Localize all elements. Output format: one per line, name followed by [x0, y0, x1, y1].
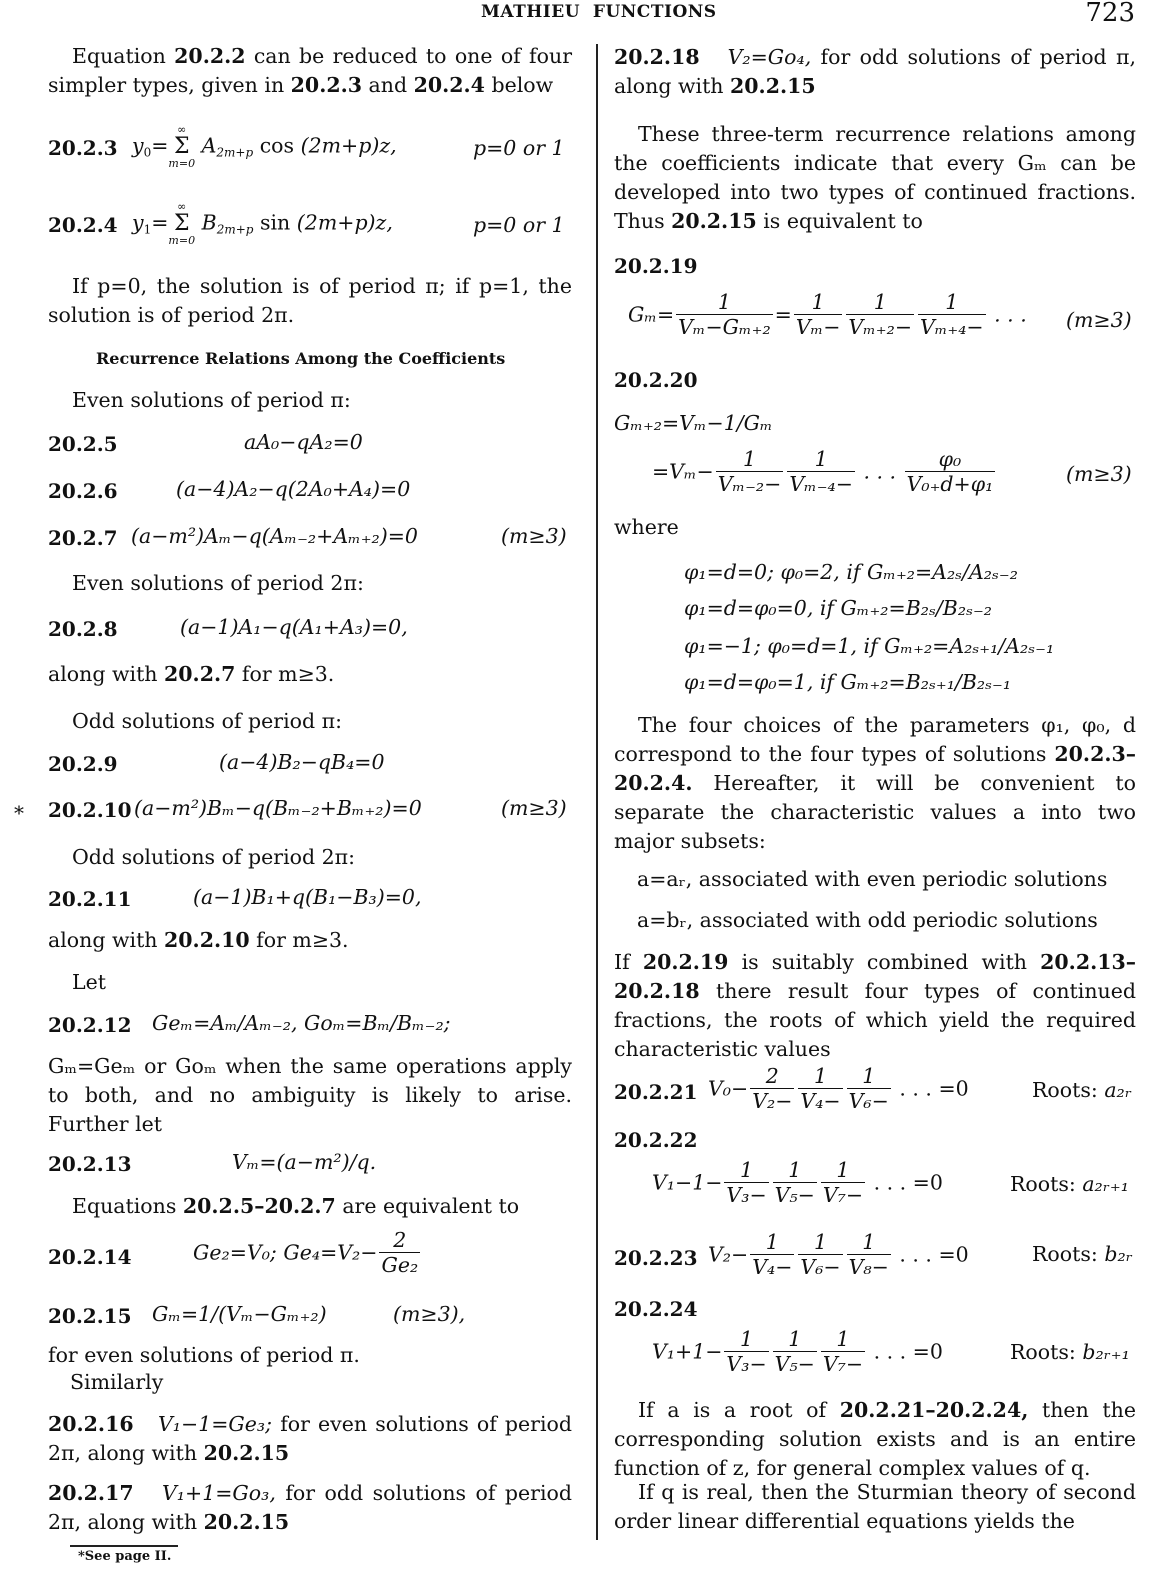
equation-20-2-16: 20.2.16 V₁−1=Ge₃; for even solutions of period 2π, along with 20.2.15: [48, 1412, 572, 1465]
equation-label: 20.2.9: [48, 752, 118, 776]
gm-definition-note: Gₘ=Geₘ or Goₘ when the same operations apply to both, and no ambiguity is likely to arise. Further let: [48, 1054, 572, 1136]
equation-condition: (m≥3): [1066, 462, 1132, 486]
parameter-case-4: φ₁=d=φ₀=1, if Gₘ₊₂=B₂ₛ₊₁/B₂ₛ₋₁: [684, 670, 1012, 694]
equation-20-2-12: Geₘ=Aₘ/Aₘ₋₂, Goₘ=Bₘ/Bₘ₋₂;: [152, 1011, 451, 1035]
root-existence-paragraph: If a is a root of 20.2.21–20.2.24, then the corresponding solution exists and is an entire function of z, for general complex values of q.: [614, 1398, 1136, 1480]
subheading-odd-pi: Odd solutions of period π:: [72, 709, 342, 733]
summation-symbol: ∞ Σ m=0: [168, 123, 196, 170]
equation-label: 20.2.5: [48, 432, 118, 456]
equation-label: 20.2.12: [48, 1013, 132, 1037]
ref-20-2-3: 20.2.3: [290, 73, 363, 97]
equation-label: 20.2.23: [614, 1246, 698, 1270]
subheading-even-2pi: Even solutions of period 2π:: [72, 571, 364, 595]
equation-label: 20.2.18: [614, 45, 700, 69]
roots-label: Roots: b₂ᵣ: [1032, 1242, 1133, 1266]
combination-paragraph: If 20.2.19 is suitably combined with 20.2.13–20.2.18 there result four types of continued fractions, the roots of which yield the required characteristic values: [614, 950, 1136, 1061]
equation-label: 20.2.13: [48, 1152, 132, 1176]
fraction: $\frac{2}{\text{Ge₂}}$: [381, 1228, 419, 1277]
equation-20-2-18: 20.2.18 V₂=Go₄, for odd solutions of period π, along with 20.2.15: [614, 45, 1136, 98]
equivalence-note: Equations 20.2.5–20.2.7 are equivalent to: [72, 1194, 520, 1218]
equation-20-2-9: (a−4)B₂−qB₄=0: [219, 750, 385, 774]
equation-label: 20.2.17: [48, 1481, 134, 1505]
equation-label: 20.2.4: [48, 213, 118, 237]
running-title-right: FUNCTIONS: [592, 2, 717, 22]
equation-20-2-14: Ge₂=V₀; Ge₄=V₂− $\frac{2}{\text{Ge₂}}$: [193, 1228, 419, 1277]
equation-label: 20.2.11: [48, 887, 132, 911]
along-with-note-2: along with 20.2.10 for m≥3.: [48, 928, 349, 952]
equation-condition: (m≥3): [501, 524, 567, 548]
equation-condition: (m≥3),: [393, 1302, 466, 1326]
equation-label: 20.2.6: [48, 479, 118, 503]
equation-label: 20.2.20: [614, 368, 698, 392]
equation-label: 20.2.3: [48, 136, 118, 160]
equation-label: 20.2.7: [48, 526, 118, 550]
roots-label: Roots: a₂ᵣ₊₁: [1010, 1172, 1129, 1196]
footnote-marker: *: [14, 801, 24, 825]
running-title: [481, 2, 717, 22]
period-note: If p=0, the solution is of period π; if p=1, the solution is of period 2π.: [48, 274, 572, 327]
equation-label: 20.2.24: [614, 1297, 698, 1321]
equation-label: 20.2.8: [48, 617, 118, 641]
ref-20-2-4: 20.2.4: [413, 73, 485, 97]
let-text: Let: [72, 970, 106, 994]
continued-fraction-paragraph: These three-term recurrence relations among the coefficients indicate that every Gₘ can be developed into two types of continued fractions. Thus 20.2.15 is equivalent to: [614, 122, 1136, 233]
subheading-even-pi: Even solutions of period π:: [72, 388, 351, 412]
equation-20-2-19: Gₘ= $\frac{1}{\text{Vₘ−Gₘ₊₂}}$ = $\frac{1}{\text{Vₘ−}}$ $\frac{1}{\text{Vₘ₊₂−}}$ $\frac{1}{\text{Vₘ₊₄−}}$ . . .: [628, 290, 1027, 339]
summation-symbol: ∞ Σ m=0: [168, 200, 196, 247]
equation-20-2-4: y1= ∞ Σ m=0 $B_{2m+p}$ sin (2m+p)z,: [132, 200, 393, 247]
column-divider: [596, 44, 598, 1540]
equation-20-2-15: Gₘ=1/(Vₘ−Gₘ₊₂): [152, 1302, 327, 1326]
where-text: where: [614, 515, 679, 539]
equation-20-2-22: V₁−1− $\frac{1}{\text{V₃−}}$ $\frac{1}{\text{V₅−}}$ $\frac{1}{\text{V₇−}}$ . . . =0: [652, 1158, 943, 1207]
roots-label: Roots: a₂ᵣ: [1032, 1078, 1132, 1102]
similarly-text: Similarly: [70, 1370, 164, 1394]
subset-even: a=aᵣ, associated with even periodic solutions: [637, 867, 1108, 891]
equation-20-2-17: 20.2.17 V₁+1=Go₃, for odd solutions of period 2π, along with 20.2.15: [48, 1481, 572, 1534]
subheading-odd-2pi: Odd solutions of period 2π:: [72, 845, 356, 869]
parameter-case-3: φ₁=−1; φ₀=d=1, if Gₘ₊₂=A₂ₛ₊₁/A₂ₛ₋₁: [684, 634, 1055, 658]
equation-20-2-20-line1: Gₘ₊₂=Vₘ−1/Gₘ: [614, 411, 773, 435]
subset-odd: a=bᵣ, associated with odd periodic solutions: [637, 908, 1098, 932]
equation-label: 20.2.10: [48, 798, 132, 822]
equation-label: 20.2.15: [48, 1304, 132, 1328]
running-title-left: MATHIEU: [481, 2, 581, 22]
equation-label: 20.2.22: [614, 1128, 698, 1152]
equation-label: 20.2.19: [614, 254, 698, 278]
equation-20-2-8: (a−1)A₁−q(A₁+A₃)=0,: [180, 615, 408, 639]
equation-20-2-7: (a−m²)Aₘ−q(Aₘ₋₂+Aₘ₊₂)=0: [131, 524, 418, 548]
equation-20-2-21: V₀− $\frac{2}{\text{V₂−}}$ $\frac{1}{\text{V₄−}}$ $\frac{1}{\text{V₆−}}$ . . . =0: [708, 1064, 969, 1113]
footnote: *See page II.: [78, 1549, 172, 1564]
equation-condition: (m≥3): [1066, 308, 1132, 332]
equation-20-2-24: V₁+1− $\frac{1}{\text{V₃−}}$ $\frac{1}{\text{V₅−}}$ $\frac{1}{\text{V₇−}}$ . . . =0: [652, 1327, 943, 1376]
intro-paragraph: Equation 20.2.2 can be reduced to one of four simpler types, given in 20.2.3 and 20.2.4 below: [48, 44, 572, 97]
equation-label: 20.2.14: [48, 1245, 132, 1269]
equation-condition: p=0 or 1: [473, 136, 565, 160]
section-heading: Recurrence Relations Among the Coefficients: [96, 349, 506, 368]
equation-label: 20.2.21: [614, 1080, 698, 1104]
equation-20-2-3: y0= ∞ Σ m=0 $A_{2m+p}$ cos (2m+p)z,: [132, 123, 397, 170]
along-with-note-1: along with 20.2.7 for m≥3.: [48, 662, 335, 686]
roots-label: Roots: b₂ᵣ₊₁: [1010, 1340, 1130, 1364]
equation-20-2-11: (a−1)B₁+q(B₁−B₃)=0,: [193, 885, 422, 909]
equation-label: 20.2.16: [48, 1412, 134, 1436]
even-pi-note: for even solutions of period π.: [48, 1343, 360, 1367]
equation-20-2-5: aA₀−qA₂=0: [244, 430, 363, 454]
equation-20-2-10: (a−m²)Bₘ−q(Bₘ₋₂+Bₘ₊₂)=0: [134, 796, 422, 820]
page-number: 723: [1085, 0, 1135, 28]
equation-20-2-23: V₂− $\frac{1}{\text{V₄−}}$ $\frac{1}{\text{V₆−}}$ $\frac{1}{\text{V₈−}}$ . . . =0: [708, 1230, 969, 1279]
footnote-rule: [70, 1545, 178, 1547]
equation-20-2-13: Vₘ=(a−m²)/q.: [232, 1150, 377, 1174]
parameter-case-2: φ₁=d=φ₀=0, if Gₘ₊₂=B₂ₛ/B₂ₛ₋₂: [684, 596, 993, 620]
parameter-choices-paragraph: The four choices of the parameters φ₁, φ₀, d correspond to the four types of solutions 20.2.3–20.2.4. Hereafter, it will be convenient to separate the characteristic values a into two major subsets:: [614, 713, 1136, 853]
equation-20-2-6: (a−4)A₂−q(2A₀+A₄)=0: [176, 477, 411, 501]
ref-20-2-2: 20.2.2: [174, 44, 246, 68]
equation-20-2-20-line2: =Vₘ− $\frac{1}{\text{Vₘ₋₂−}}$ $\frac{1}{\text{Vₘ₋₄−}}$ . . . $\frac{\text{φ₀}}{\text{V₀₊d+φ₁}}$: [652, 447, 994, 496]
equation-condition: (m≥3): [501, 796, 567, 820]
parameter-case-1: φ₁=d=0; φ₀=2, if Gₘ₊₂=A₂ₛ/A₂ₛ₋₂: [684, 560, 1018, 584]
sturmian-paragraph: If q is real, then the Sturmian theory of second order linear differential equations yields the: [614, 1480, 1136, 1533]
equation-condition: p=0 or 1: [473, 213, 565, 237]
